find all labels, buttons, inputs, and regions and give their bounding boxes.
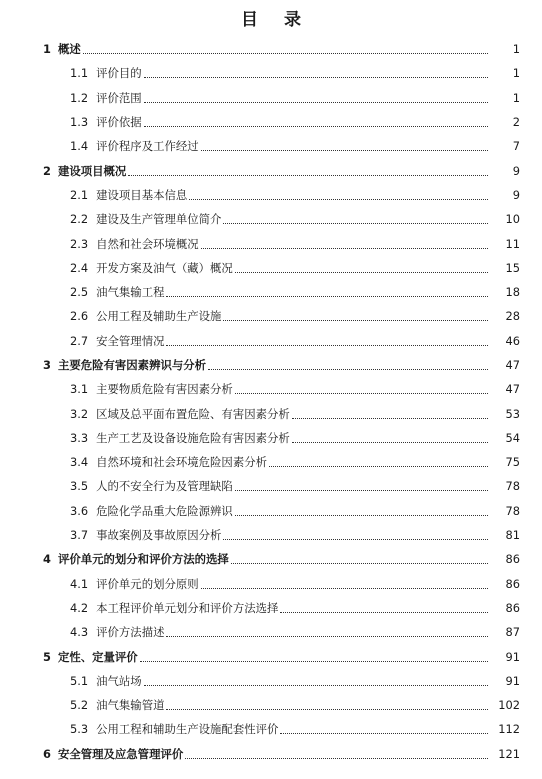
toc-entry-title: 评价范围 bbox=[96, 90, 142, 105]
dot-leader bbox=[235, 489, 488, 491]
toc-entry-number: 2 bbox=[43, 163, 51, 178]
dot-leader bbox=[83, 52, 488, 54]
toc-entry-title: 人的不安全行为及管理缺陷 bbox=[96, 479, 233, 494]
toc-entry-title: 建设及生产管理单位简介 bbox=[96, 212, 222, 227]
toc-chapter-entry[interactable] bbox=[0, 353, 542, 377]
toc-entry-page-number: 28 bbox=[505, 309, 520, 324]
toc-entry-title: 概述 bbox=[57, 42, 81, 57]
toc-entry-page-number: 86 bbox=[505, 552, 520, 567]
toc-entry-number: 2.2 bbox=[70, 212, 89, 227]
toc-entry-page-number: 102 bbox=[498, 698, 520, 713]
toc-entry-page-number: 15 bbox=[505, 260, 520, 275]
dot-leader bbox=[144, 684, 488, 686]
dot-leader bbox=[189, 198, 488, 200]
toc-entry-number: 3.6 bbox=[70, 503, 89, 518]
dot-leader bbox=[140, 660, 488, 662]
toc-entry-title: 自然和社会环境概况 bbox=[96, 236, 199, 251]
toc-entry-title: 主要物质危险有害因素分析 bbox=[96, 382, 233, 397]
toc-entry-page-number: 18 bbox=[505, 285, 520, 300]
dot-leader bbox=[231, 562, 488, 564]
toc-entry-title: 定性、定量评价 bbox=[57, 649, 138, 664]
toc-entry-number: 1.3 bbox=[70, 115, 89, 130]
toc-entry-number: 4 bbox=[43, 552, 51, 567]
toc-section-entry[interactable] bbox=[0, 717, 542, 741]
toc-section-entry[interactable] bbox=[0, 207, 542, 231]
toc-entry-page-number: 47 bbox=[505, 382, 520, 397]
toc-entry-title: 公用工程及辅助生产设施 bbox=[96, 309, 222, 324]
dot-leader bbox=[223, 538, 488, 540]
toc-section-entry[interactable] bbox=[0, 329, 542, 353]
dot-leader bbox=[280, 732, 488, 734]
dot-leader bbox=[235, 271, 488, 273]
toc-entry-page-number: 86 bbox=[505, 600, 520, 615]
toc-entry-page-number: 7 bbox=[512, 139, 520, 154]
dot-leader bbox=[166, 344, 488, 346]
toc-section-entry[interactable] bbox=[0, 620, 542, 644]
toc-entry-page-number: 9 bbox=[512, 187, 520, 202]
dot-leader bbox=[144, 125, 488, 127]
dot-leader bbox=[223, 319, 488, 321]
toc-entry-title: 危险化学品重大危险源辨识 bbox=[96, 503, 233, 518]
toc-entry-title: 区域及总平面布置危险、有害因素分析 bbox=[96, 406, 290, 421]
toc-section-entry[interactable] bbox=[0, 134, 542, 158]
toc-section-entry[interactable] bbox=[0, 669, 542, 693]
toc-entry-number: 2.6 bbox=[70, 309, 89, 324]
toc-entry-title: 安全管理情况 bbox=[96, 333, 165, 348]
toc-entry-title: 事故案例及事故原因分析 bbox=[96, 528, 222, 543]
toc-section-entry[interactable] bbox=[0, 231, 542, 255]
toc-entry-number: 3.4 bbox=[70, 455, 89, 470]
toc-entry-number: 2.3 bbox=[70, 236, 89, 251]
dot-leader bbox=[201, 587, 488, 589]
toc-entry-number: 4.2 bbox=[70, 600, 89, 615]
toc-entry-page-number: 78 bbox=[505, 503, 520, 518]
toc-section-entry[interactable] bbox=[0, 499, 542, 523]
page-title: 目 录 bbox=[241, 10, 311, 30]
toc-entry-title: 公用工程和辅助生产设施配套性评价 bbox=[96, 722, 279, 737]
toc-entry-page-number: 78 bbox=[505, 479, 520, 494]
toc-entry-number: 4.3 bbox=[70, 625, 89, 640]
dot-leader bbox=[269, 465, 488, 467]
toc-entry-number: 5.1 bbox=[70, 673, 89, 688]
toc-entry-page-number: 47 bbox=[505, 358, 520, 372]
toc-entry-number: 3.7 bbox=[70, 528, 89, 543]
dot-leader bbox=[185, 757, 488, 759]
toc-entry-page-number: 1 bbox=[512, 90, 520, 105]
toc-entry-number: 1.1 bbox=[70, 66, 89, 81]
toc-entry-number: 3.1 bbox=[70, 382, 89, 397]
dot-leader bbox=[235, 392, 488, 394]
toc-section-entry[interactable] bbox=[0, 61, 542, 85]
toc-entry-number: 5 bbox=[43, 649, 51, 664]
toc-entry-page-number: 11 bbox=[505, 236, 520, 251]
toc-entry-number: 3.5 bbox=[70, 479, 89, 494]
toc-section-entry[interactable] bbox=[0, 256, 542, 280]
toc-entry-title: 安全管理及应急管理评价 bbox=[57, 746, 184, 761]
toc-entry-title: 油气站场 bbox=[96, 673, 142, 688]
dot-leader bbox=[166, 295, 488, 297]
toc-entry-number: 2.1 bbox=[70, 187, 89, 202]
toc-entry-title: 生产工艺及设备设施危险有害因素分析 bbox=[96, 430, 290, 445]
dot-leader bbox=[292, 441, 488, 443]
toc-section-entry[interactable] bbox=[0, 523, 542, 547]
toc-entry-title: 建设项目概况 bbox=[57, 163, 127, 178]
toc-entry-number: 1.4 bbox=[70, 139, 89, 154]
toc-entry-title: 本工程评价单元划分和评价方法选择 bbox=[96, 600, 279, 615]
toc-entry-page-number: 1 bbox=[512, 42, 520, 57]
toc-entry-number: 6 bbox=[43, 746, 51, 761]
toc-entry-title: 评价目的 bbox=[96, 66, 142, 81]
toc-entry-page-number: 87 bbox=[505, 625, 520, 640]
toc-section-entry[interactable] bbox=[0, 86, 542, 110]
toc-chapter-entry[interactable] bbox=[0, 547, 542, 571]
toc-section-entry[interactable] bbox=[0, 183, 542, 207]
toc-entry-title: 评价依据 bbox=[96, 115, 142, 130]
toc-entry-number: 3.3 bbox=[70, 430, 89, 445]
toc-entry-page-number: 81 bbox=[505, 528, 520, 543]
toc-entry-number: 5.3 bbox=[70, 722, 89, 737]
toc-entry-page-number: 53 bbox=[505, 406, 520, 421]
toc-section-entry[interactable] bbox=[0, 401, 542, 425]
toc-entry-number: 5.2 bbox=[70, 698, 89, 713]
toc-chapter-entry[interactable] bbox=[0, 644, 542, 668]
toc-entry-page-number: 75 bbox=[505, 455, 520, 470]
toc-entry-page-number: 91 bbox=[505, 673, 520, 688]
toc-section-entry[interactable] bbox=[0, 572, 542, 596]
dot-leader bbox=[280, 611, 488, 613]
toc-entry-title: 评价程序及工作经过 bbox=[96, 139, 199, 154]
toc-entry-number: 1 bbox=[43, 42, 51, 57]
toc-section-entry[interactable] bbox=[0, 280, 542, 304]
toc-entry-number: 2.4 bbox=[70, 260, 89, 275]
toc-section-entry[interactable] bbox=[0, 377, 542, 401]
dot-leader bbox=[235, 514, 488, 516]
toc-entry-title: 油气集输管道 bbox=[96, 698, 165, 713]
dot-leader bbox=[166, 708, 488, 710]
toc-chapter-entry[interactable] bbox=[0, 37, 542, 61]
toc-entry-number: 1.2 bbox=[70, 90, 89, 105]
dot-leader bbox=[144, 101, 488, 103]
toc-entry-number: 2.5 bbox=[70, 285, 89, 300]
toc-entry-number: 3 bbox=[43, 358, 51, 372]
dot-leader bbox=[292, 417, 488, 419]
toc-section-entry[interactable] bbox=[0, 596, 542, 620]
toc-entry-title: 开发方案及油气（藏）概况 bbox=[96, 260, 233, 275]
toc-section-entry[interactable] bbox=[0, 474, 542, 498]
toc-entry-title: 主要危险有害因素辨识与分析 bbox=[57, 358, 207, 372]
toc-entry-page-number: 1 bbox=[512, 66, 520, 81]
toc-entry-page-number: 86 bbox=[505, 576, 520, 591]
toc-section-entry[interactable] bbox=[0, 450, 542, 474]
dot-leader bbox=[128, 174, 488, 176]
dot-leader bbox=[144, 76, 488, 78]
toc-entry-page-number: 112 bbox=[498, 722, 520, 737]
toc-section-entry[interactable] bbox=[0, 304, 542, 328]
toc-entry-page-number: 121 bbox=[498, 746, 520, 761]
toc-entry-number: 2.7 bbox=[70, 333, 89, 348]
toc-chapter-entry[interactable] bbox=[0, 158, 542, 182]
toc-section-entry[interactable] bbox=[0, 693, 542, 717]
toc-entry-title: 评价方法描述 bbox=[96, 625, 165, 640]
dot-leader bbox=[166, 635, 488, 637]
toc-entry-page-number: 2 bbox=[512, 115, 520, 130]
table-of-contents bbox=[0, 37, 542, 766]
toc-section-entry[interactable] bbox=[0, 426, 542, 450]
toc-entry-page-number: 10 bbox=[505, 212, 520, 227]
toc-entry-title: 评价单元的划分和评价方法的选择 bbox=[57, 552, 229, 567]
toc-entry-page-number: 9 bbox=[512, 163, 520, 178]
toc-chapter-entry[interactable] bbox=[0, 742, 542, 766]
toc-entry-number: 3.2 bbox=[70, 406, 89, 421]
dot-leader bbox=[201, 149, 488, 151]
toc-entry-title: 评价单元的划分原则 bbox=[96, 576, 199, 591]
toc-entry-title: 自然环境和社会环境危险因素分析 bbox=[96, 455, 267, 470]
toc-entry-number: 4.1 bbox=[70, 576, 89, 591]
toc-entry-page-number: 91 bbox=[505, 649, 520, 664]
toc-entry-page-number: 54 bbox=[505, 430, 520, 445]
dot-leader bbox=[223, 222, 488, 224]
toc-entry-title: 油气集输工程 bbox=[96, 285, 165, 300]
dot-leader bbox=[208, 368, 488, 370]
toc-entry-title: 建设项目基本信息 bbox=[96, 187, 188, 202]
dot-leader bbox=[201, 247, 488, 249]
toc-entry-page-number: 46 bbox=[505, 333, 520, 348]
toc-section-entry[interactable] bbox=[0, 110, 542, 134]
